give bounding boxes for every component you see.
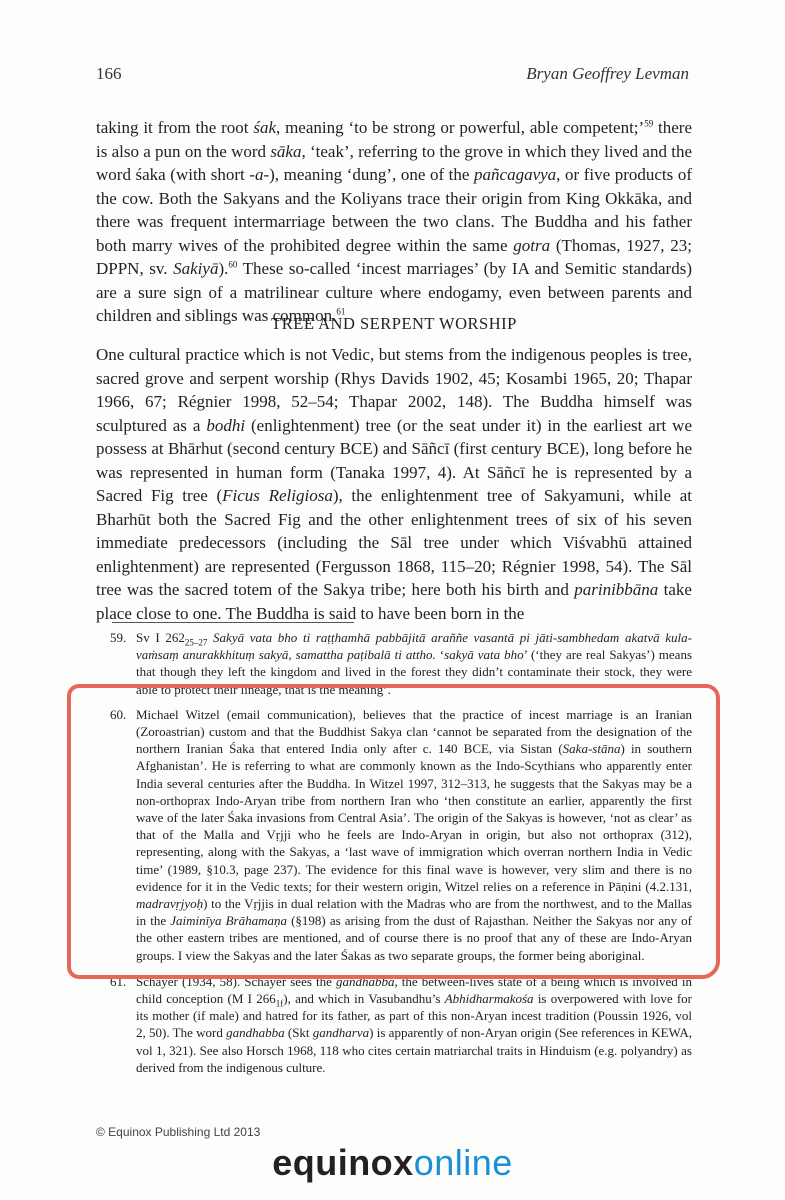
paragraph-tree-worship: One cultural practice which is not Vedic, but stems from the indigenous peoples is tree, sacred grove and serpent worship (Rhys Davids 1902, 45; Kosambi 1965, 20; Thapar 1966, 67; Régnier 1998, 52–54; Thapar 2002, 148). The Buddha himself was sculptured as a bodhi (enlightenment) tree (or the seat under it) in the earliest art we possess at Bhārhut (second century BCE) and Sāñcī (first century BCE), long before he was represented in human form (Tanaka 1997, 4). At Sāñcī he is represented by a Sacred Fig tree (Ficus Religiosa), the enlightenment tree of Sakyamuni, while at Bharhūt both the Sacred Fig and the other enlightenment trees of six of his seven immediate predecessors (including the Sāl tree under which Viśvabhū attained enlightenment) are represented (Fergusson 1868, 115–20; Régnier 1998, 54). The Sāl tree was the sacred totem of the Sakya tribe; here both his birth and parinibbāna take place close to one. The Buddha is said to have been born in the — [96, 345, 692, 623]
footnote-number: 60. — [110, 706, 127, 722]
running-author: Bryan Geoffrey Levman — [526, 64, 689, 83]
footnote-ref-61[interactable]: 61 — [336, 306, 346, 317]
footnote-ref-59[interactable]: 59 — [644, 118, 654, 129]
running-header — [96, 64, 689, 84]
copyright-notice: © Equinox Publishing Ltd 2013 — [96, 1125, 261, 1139]
footnote-ref-60[interactable]: 60 — [228, 259, 238, 270]
footnote-text: Sv I $262_{25-27}$ Sakyā vata bho ti raṭṭhamhā pabbājitā araññe vasantā pi jāti-sambhedam akatvā kula-vaṁsaṃ anurakkhituṃ sakyā, samattha paṭibalā ti attho. ‘sakyā vata bho’ (‘they are real Sakyas’) means that though they left the kingdom and lived in the forest they didn’t contaminate their stock, they were able to protect their lineage, that is the meaning’. — [136, 630, 693, 697]
hand-drawn-highlight-box — [67, 684, 720, 979]
page-number: 166 — [96, 64, 122, 83]
footnote-number: 59. — [110, 630, 127, 645]
footnote-61 — [110, 973, 692, 1076]
logo-part-online: online — [413, 1142, 513, 1183]
footnote-divider — [112, 622, 354, 623]
equinox-online-logo — [0, 1142, 785, 1184]
section-heading: TREE AND SERPENT WORSHIP — [271, 314, 517, 333]
paragraph-incest-marriages: taking it from the root śak, meaning ‘to be strong or powerful, able competent;’$^{59}$ there is also a pun on the word sāka, ‘teak’, referring to the grove in which they lived and the word śaka (with short -a-), meaning ‘dung’, one of the pañcagavya, or five products of the cow. Both the Sakyans and the Koliyans trace their origin from King Okkāka, and there was frequent intermarriage between the two clans. The Buddha and his father both marry wives of the prohibited degree within the same gotra (Thomas, 1927, 23; DPPN, sv. Sakiyā).$^{60}$ These so-called ‘incest marriages’ (by IA and Semitic standards) are a sure sign of a matrilinear culture where endogamy, even between parents and children and siblings was common.$^{61}$ — [96, 118, 693, 325]
footnote-number: 61. — [110, 973, 127, 989]
footnote-text: Michael Witzel (email communication), believes that the practice of incest marriage is an Iranian (Zoroastrian) custom and that the Buddhist Sakya clan ‘cannot be separated from the designation of the northern Iranian Śaka that entered India only after c. 140 BCE, via Sistan (Saka-stāna) in southern Afghanistan’. He is referring to what are commonly known as the Indo-Scythians who apparently enter India several centuries after the Buddha. In Witzel 1997, 312–313, he suggests that the Sakyas may be a non-orthoprax Indo-Aryan tribe from northern Iran who ‘then constitute an earlier, apparently the first wave of the later Śaka invasions from Central Asia’. The origin of the Sakyas is however, ‘not as clear’ as that of the Malla and Vṛjji who he feels are Indo-Aryan in origin, but also not orthoprax (312), representing, along with the Sakyas, a ‘last wave of immigration which overran northern India in Vedic time’ (1989, §10.3, page 237). The evidence for this final wave is however, very slim and there is no evidence for it in the Vedic texts; for their western origin, Witzel relies on a reference in Pāṇini (4.2.131, madravṛjyoḥ) to the Vṛjjis in dual relation with the Madras who are from the northwest, and to the Mallas in the Jaiminīya Brāhamaṇa (§198) as arising from the dust of Rajasthan. Neither the Sakyas nor any of the other eastern tribes are mentioned, and of course there is no proof that any of these are Indo-Aryan groups. I view the Sakyas and the later Śakas as two separate groups, the former being aboriginal. — [136, 706, 693, 963]
logo-part-equinox: equinox — [272, 1142, 414, 1183]
footnote-text: Schayer (1934, 58). Schayer sees the gandhabba, the between-lives state of a being which is involved in child conception (M I $266_{1f}$), and which in Vasubandhu’s Abhidharmakośa is overpowered with love for its mother (if male) and hatred for its father, as part of this non-Aryan incest tradition (Poussin 1926, vol 2, 50). The word gandhabba (Skt gandharva) is apparently of non-Aryan origin (See references in KEWA, vol 1, 321). See also Horsch 1968, 118 who cites certain matriarchal traits in Hinduism (e.g. polyandry) as derived from the indigenous culture. — [136, 973, 692, 1075]
